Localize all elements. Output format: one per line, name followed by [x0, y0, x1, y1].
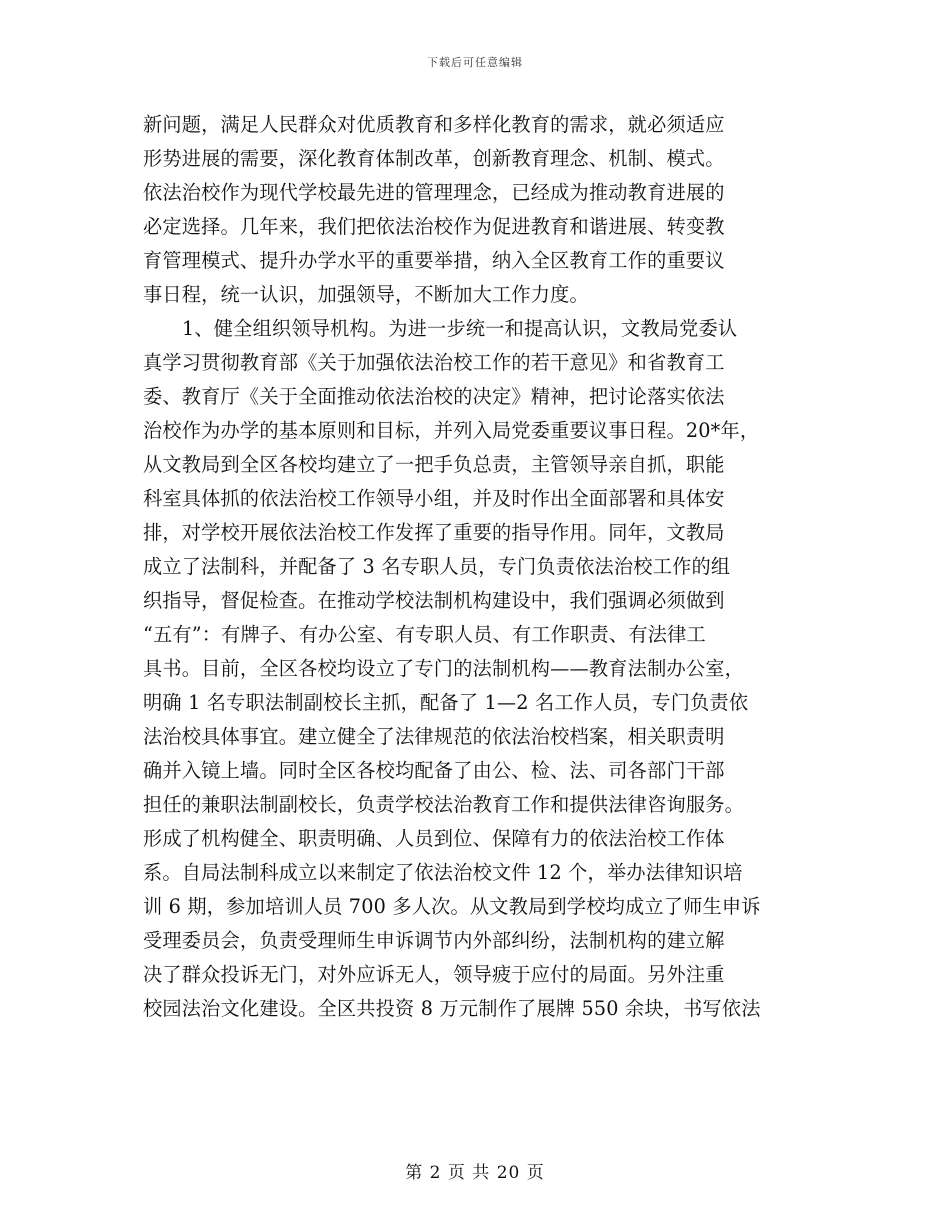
- text-line: 受理委员会，负责受理师生申诉调节内外部纠纷，法制机构的建立解: [143, 929, 725, 952]
- document-body: [143, 108, 823, 1026]
- text-line: 具书。目前，全区各校均设立了专门的法制机构——教育法制办公室，: [143, 657, 745, 680]
- text-line: 织指导，督促检查。在推动学校法制机构建设中，我们强调必须做到: [143, 589, 725, 612]
- text-line: 新问题，满足人民群众对优质教育和多样化教育的需求，就必须适应: [143, 113, 725, 136]
- text-line: 明确 1 名专职法制副校长主抓，配备了 1—2 名工作人员，专门负责依: [143, 691, 749, 714]
- page-header: 下载后可任意编辑: [427, 56, 523, 69]
- text-line: 形成了机构健全、职责明确、人员到位、保障有力的依法治校工作体: [143, 827, 725, 850]
- text-line: 科室具体抓的依法治校工作领导小组，并及时作出全面部署和具体安: [143, 487, 725, 510]
- text-line: 委、教育厅《关于全面推动依法治校的决定》精神，把讨论落实依法: [143, 385, 725, 408]
- page-number-footer: 第 2 页 共 20 页: [405, 1163, 545, 1183]
- text-line: 担任的兼职法制副校长，负责学校法治教育工作和提供法律咨询服务。: [143, 793, 745, 816]
- text-line: 决了群众投诉无门，对外应诉无人，领导疲于应付的局面。另外注重: [143, 963, 725, 986]
- text-line: “五有”：有牌子、有办公室、有专职人员、有工作职责、有法律工: [143, 623, 706, 646]
- text-line: 成立了法制科，并配备了 3 名专职人员，专门负责依法治校工作的组: [143, 555, 731, 578]
- text-line: 法治校具体事宜。建立健全了法律规范的依法治校档案，相关职责明: [143, 725, 725, 748]
- text-line: 依法治校作为现代学校最先进的管理理念，已经成为推动教育进展的: [143, 181, 725, 204]
- text-line: 训 6 期，参加培训人员 700 多人次。从文教局到学校均成立了师生申诉: [143, 895, 761, 918]
- text-line: 形势进展的需要，深化教育体制改革，创新教育理念、机制、模式。: [143, 147, 725, 170]
- text-line: 排，对学校开展依法治校工作发挥了重要的指导作用。同年，文教局: [143, 521, 725, 544]
- text-line: 必定选择。几年来，我们把依法治校作为促进教育和谐进展、转变教: [143, 215, 725, 238]
- text-line: 校园法治文化建设。全区共投资 8 万元制作了展牌 550 余块，书写依法: [143, 997, 761, 1020]
- text-line: 从文教局到全区各校均建立了一把手负总责，主管领导亲自抓，职能: [143, 453, 725, 476]
- text-line: 确并入镜上墙。同时全区各校均配备了由公、检、法、司各部门干部: [143, 759, 725, 782]
- paragraph-start-line: 1、健全组织领导机构。为进一步统一和提高认识，文教局党委认: [182, 317, 738, 340]
- text-line: 治校作为办学的基本原则和目标，并列入局党委重要议事日程。20*年，: [143, 419, 760, 442]
- text-line: 事日程，统一认识，加强领导，不断加大工作力度。: [143, 283, 589, 306]
- text-line: 育管理模式、提升办学水平的重要举措，纳入全区教育工作的重要议: [143, 249, 725, 272]
- text-line: 系。自局法制科成立以来制定了依法治校文件 12 个，举办法律知识培: [143, 861, 743, 884]
- text-line: 真学习贯彻教育部《关于加强依法治校工作的若干意见》和省教育工: [143, 351, 725, 374]
